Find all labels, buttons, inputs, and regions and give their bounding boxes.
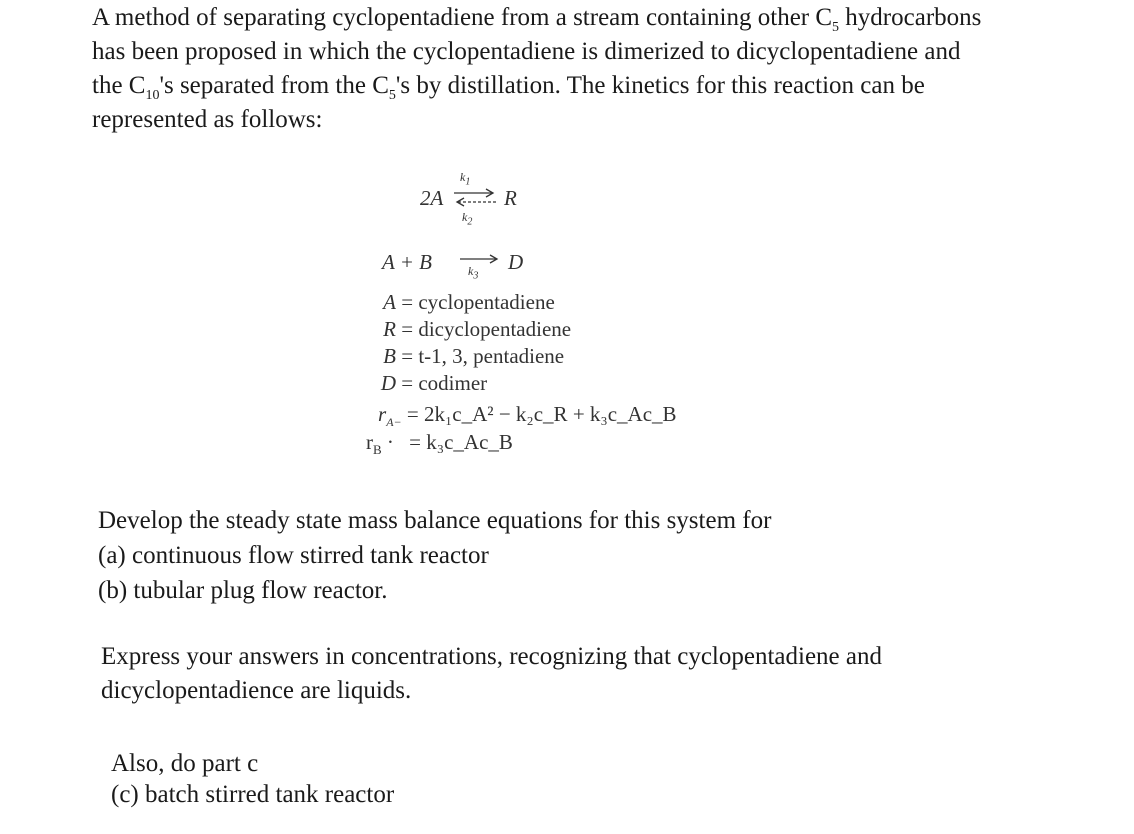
intro-line-4: represented as follows: <box>92 106 323 133</box>
rate-a-equation <box>378 402 677 430</box>
intro-line-1 <box>92 4 981 36</box>
c10-subscript: 10 <box>145 88 160 103</box>
express-line-1: Express your answers in concentrations, recognizing that cyclopentadiene and <box>101 643 882 670</box>
intro-line-1-end: hydrocarbons <box>839 4 982 31</box>
definition-a-value: = cyclopentadiene <box>401 290 555 314</box>
rate-a-label: r <box>378 402 387 426</box>
task-line-1: Develop the steady state mass balance equations for this system for <box>98 507 772 534</box>
equilibrium-arrow-icon <box>452 186 498 210</box>
intro-line-3-a: the C <box>92 72 146 99</box>
k3-label <box>468 264 478 281</box>
k3-text: k <box>468 264 474 278</box>
task-part-a: (a) continuous flow stirred tank reactor <box>98 542 489 569</box>
definition-a-symbol: A <box>383 290 396 314</box>
task-part-b: (b) tubular plug flow reactor. <box>98 577 388 604</box>
rate-b-dot: · <box>386 430 394 454</box>
intro-line-2: has been proposed in which the cyclopentadiene is dimerized to dicyclopentadiene and <box>92 38 961 65</box>
reaction-1-left-text: 2A <box>420 186 444 210</box>
definition-a <box>374 290 555 315</box>
rate-a-expression: = 2k₁c_A² − k₂c_R + k₃c_Ac_B <box>406 402 677 426</box>
rate-a-subscript: A− <box>386 415 402 430</box>
k1-label <box>460 170 470 187</box>
reaction-1-left <box>420 186 443 211</box>
reaction-2-right: D <box>508 250 524 274</box>
k1-text: k <box>460 170 466 184</box>
rate-b-label: r <box>366 430 373 454</box>
definition-b-value: = t-1, 3, pentadiene <box>401 344 565 368</box>
k2-text: k <box>462 210 468 224</box>
rate-b-subscript: B <box>373 442 382 458</box>
intro-line-3-b: 's separated from the C <box>159 72 389 99</box>
k2-label <box>462 210 472 227</box>
definition-d-value: = codimer <box>401 371 488 395</box>
intro-line-3-c: 's by distillation. The kinetics for this reaction can be <box>395 72 925 99</box>
k3-subscript: 3 <box>473 270 479 282</box>
definition-b-symbol: B <box>383 344 396 368</box>
reaction-2-left: A + B <box>382 250 432 274</box>
intro-line-1-text: A method of separating cyclopentadiene from a stream containing other C <box>92 4 833 31</box>
definition-d-symbol: D <box>380 371 396 395</box>
c5-subscript-2: 5 <box>388 88 396 103</box>
definition-r-value: = dicyclopentadiene <box>401 317 572 341</box>
forward-arrow-icon <box>458 252 500 266</box>
definition-r <box>374 317 571 342</box>
k2-subscript: 2 <box>467 216 473 228</box>
also-line-1: Also, do part c <box>111 750 259 777</box>
intro-line-3 <box>92 72 925 104</box>
k1-subscript: 1 <box>465 176 471 188</box>
rate-b-expression: = k₃c_Ac_B <box>409 430 513 454</box>
express-line-2: dicyclopentadience are liquids. <box>101 677 412 704</box>
definition-r-symbol: R <box>383 317 396 341</box>
reaction-1-right: R <box>504 186 517 210</box>
definition-b <box>374 344 564 369</box>
definition-d <box>374 371 487 396</box>
c5-subscript: 5 <box>832 20 840 35</box>
rate-b-equation <box>366 430 513 458</box>
also-part-c: (c) batch stirred tank reactor <box>111 781 395 808</box>
